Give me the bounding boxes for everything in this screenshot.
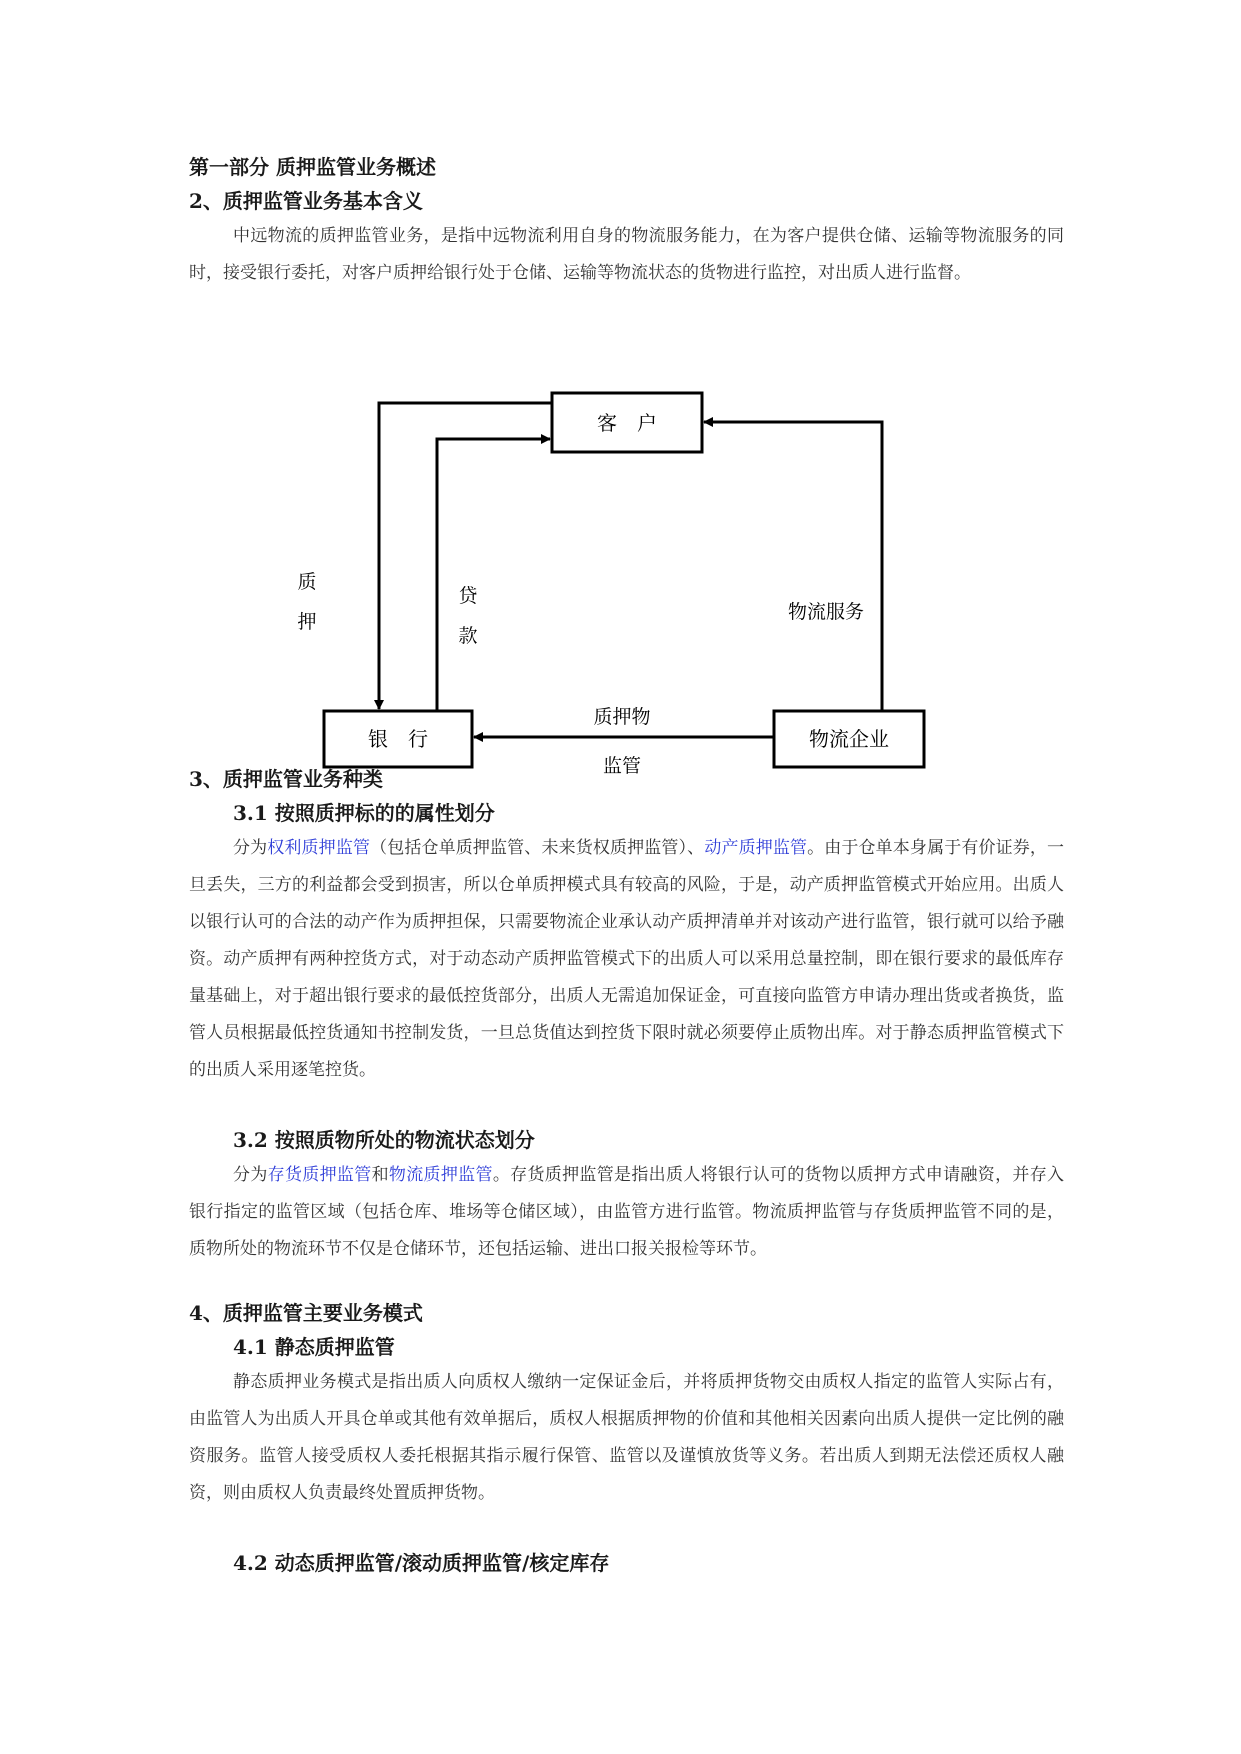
subheading-4-2: 4.2 动态质押监管/滚动质押监管/核定库存 xyxy=(233,1551,610,1575)
link-logistics-pledge[interactable]: 物流质押监管 xyxy=(388,1165,493,1185)
logistics-service-label: 物流服务 xyxy=(787,601,865,623)
loan-arrow xyxy=(437,439,550,711)
loan-label-1: 贷 xyxy=(458,585,478,607)
text-3-1-pre: 分为 xyxy=(233,838,268,858)
logistics-service-arrow xyxy=(704,422,882,711)
pledge-label-2: 押 xyxy=(297,611,317,633)
paragraph-3-1 xyxy=(189,830,1064,1089)
link-movable-pledge[interactable]: 动产质押监管 xyxy=(704,838,808,858)
logistics-label: 物流企业 xyxy=(809,727,889,751)
subheading-4-1: 4.1 静态质押监管 xyxy=(233,1335,395,1359)
subheading-3-1: 3.1 按照质押标的的属性划分 xyxy=(233,801,495,825)
paragraph-4-1: 静态质押业务模式是指出质人向质权人缴纳一定保证金后，并将质押货物交由质权人指定的监管人实际占有，由监管人为出质人开具仓单或其他有效单据后，质权人根据质押物的价值和其他相关因素向出质人提供一定比例的融资服务。监管人接受质权人委托根据其指示履行保管、监管以及谨慎放货等义务。若出质人到期无法偿还质权人融资，则由质权人负责最终处置质押货物。 xyxy=(189,1372,1064,1503)
bank-label: 银 行 xyxy=(368,727,428,751)
pledge-label-1: 质 xyxy=(297,571,317,593)
heading-basic-meaning: 2、质押监管业务基本含义 xyxy=(189,189,423,213)
link-inventory-pledge[interactable]: 存货质押监管 xyxy=(267,1165,372,1185)
part-title: 第一部分 质押监管业务概述 xyxy=(189,155,436,179)
text-3-1-mid: （包括仓单质押监管、未来货权质押监管）、 xyxy=(370,838,705,858)
paragraph-3-2 xyxy=(189,1157,1064,1268)
pledge-arrow xyxy=(379,403,552,709)
paragraph-basic-meaning: 中远物流的质押监管业务，是指中远物流利用自身的物流服务能力，在为客户提供仓储、运输等物流服务的同时，接受银行委托，对客户质押给银行处于仓储、运输等物流状态的货物进行监控，对出质人进行监督。 xyxy=(189,226,1064,283)
text-3-1-post: 。由于仓单本身属于有价证券，一旦丢失，三方的利益都会受到损害，所以仓单质押模式具有较高的风险，于是，动产质押监管模式开始应用。出质人以银行认可的合法的动产作为质押担保，只需要物流企业承认动产质押清单并对该动产进行监管，银行就可以给予融资。动产质押有两种控货方式，对于动态动产质押监管模式下的出质人可以采用总量控制，即在银行要求的最低库存量基础上，对于超出银行要求的最低控货部分，出质人无需追加保证金，可直接向监管方申请办理出货或者换货，监管人员根据最低控货通知书控制发货，一旦总货值达到控货下限时就必须要停止质物出库。对于静态质押监管模式下的出质人采用逐笔控货。 xyxy=(189,838,1065,1080)
text-3-2-post: 。存货质押监管是指出质人将银行认可的货物以质押方式申请融资，并存入银行指定的监管区域（包括仓库、堆场等仓储区域），由监管方进行监管。物流质押监管与存货质押监管不同的是，质物所处的物流环节不仅是仓储环节，还包括运输、进出口报关报检等环节。 xyxy=(189,1165,1065,1259)
diagram-area xyxy=(189,292,1064,777)
customer-label: 客 户 xyxy=(597,411,657,435)
supervision-label-2: 监管 xyxy=(602,755,642,777)
text-3-2-pre: 分为 xyxy=(233,1165,268,1185)
heading-modes: 4、质押监管主要业务模式 xyxy=(189,1301,423,1325)
link-rights-pledge[interactable]: 权利质押监管 xyxy=(267,838,371,858)
text-3-2-mid: 和 xyxy=(371,1165,389,1185)
document-page xyxy=(189,150,1064,1580)
subheading-3-2: 3.2 按照质物所处的物流状态划分 xyxy=(233,1128,535,1152)
heading-types: 3、质押监管业务种类 xyxy=(189,767,383,791)
pledge-flow-diagram xyxy=(189,292,1064,777)
loan-label-2: 款 xyxy=(458,625,478,647)
supervision-label-1: 质押物 xyxy=(593,706,651,728)
